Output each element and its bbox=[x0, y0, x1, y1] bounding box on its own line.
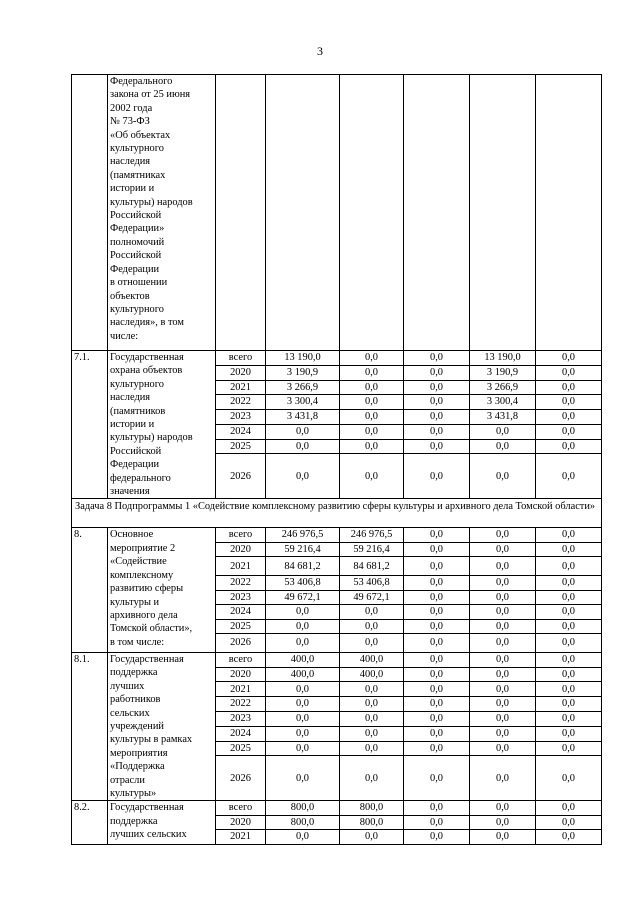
value-cell: 0,0 bbox=[404, 697, 470, 712]
value-cell: 0,0 bbox=[470, 576, 536, 590]
value-cell: 0,0 bbox=[536, 410, 602, 425]
year-cell: 2021 bbox=[216, 380, 266, 395]
value-cell: 0,0 bbox=[470, 667, 536, 682]
value-cell: 0,0 bbox=[470, 726, 536, 741]
value-cell: 0,0 bbox=[470, 424, 536, 439]
empty-cell bbox=[404, 75, 470, 351]
value-cell: 0,0 bbox=[340, 424, 404, 439]
value-cell: 0,0 bbox=[404, 633, 470, 652]
year-cell: 2024 bbox=[216, 605, 266, 619]
value-cell: 53 406,8 bbox=[266, 576, 340, 590]
value-cell: 400,0 bbox=[266, 667, 340, 682]
value-cell: 0,0 bbox=[536, 711, 602, 726]
value-cell: 0,0 bbox=[340, 756, 404, 801]
value-cell: 0,0 bbox=[404, 424, 470, 439]
value-cell: 0,0 bbox=[470, 697, 536, 712]
empty-cell bbox=[216, 75, 266, 351]
value-cell: 0,0 bbox=[404, 619, 470, 633]
value-cell: 0,0 bbox=[404, 576, 470, 590]
value-cell: 0,0 bbox=[404, 410, 470, 425]
value-cell: 0,0 bbox=[404, 741, 470, 756]
year-cell: 2025 bbox=[216, 439, 266, 454]
value-cell: 0,0 bbox=[470, 682, 536, 697]
year-cell: 2021 bbox=[216, 557, 266, 576]
value-cell: 0,0 bbox=[266, 830, 340, 844]
value-cell: 0,0 bbox=[340, 365, 404, 380]
value-cell: 0,0 bbox=[536, 576, 602, 590]
value-cell: 0,0 bbox=[404, 365, 470, 380]
year-cell: 2023 bbox=[216, 711, 266, 726]
value-cell: 0,0 bbox=[340, 633, 404, 652]
value-cell: 3 431,8 bbox=[470, 410, 536, 425]
row-number bbox=[72, 75, 108, 351]
value-cell: 3 190,9 bbox=[470, 365, 536, 380]
value-cell: 0,0 bbox=[470, 652, 536, 667]
value-cell: 0,0 bbox=[470, 711, 536, 726]
value-cell: 53 406,8 bbox=[340, 576, 404, 590]
value-cell: 0,0 bbox=[404, 439, 470, 454]
value-cell: 59 216,4 bbox=[340, 542, 404, 556]
value-cell: 0,0 bbox=[536, 439, 602, 454]
value-cell: 0,0 bbox=[470, 542, 536, 556]
task-title: Задача 8 Подпрограммы 1 «Содействие комплексному развитию сферы культуры и архивного дела Томской области» bbox=[72, 499, 602, 528]
year-cell: 2020 bbox=[216, 667, 266, 682]
value-cell: 3 300,4 bbox=[266, 395, 340, 410]
value-cell: 0,0 bbox=[340, 711, 404, 726]
value-cell: 0,0 bbox=[404, 756, 470, 801]
value-cell: 0,0 bbox=[340, 410, 404, 425]
value-cell: 0,0 bbox=[536, 619, 602, 633]
value-cell: 0,0 bbox=[266, 633, 340, 652]
value-cell: 0,0 bbox=[340, 830, 404, 844]
value-cell: 0,0 bbox=[266, 605, 340, 619]
row-number: 8.2. bbox=[72, 801, 108, 844]
value-cell: 0,0 bbox=[266, 711, 340, 726]
value-cell: 0,0 bbox=[404, 454, 470, 499]
value-cell: 13 190,0 bbox=[470, 351, 536, 366]
table-body bbox=[72, 75, 602, 845]
year-cell: 2020 bbox=[216, 365, 266, 380]
value-cell: 0,0 bbox=[536, 542, 602, 556]
task-row bbox=[72, 499, 602, 528]
value-cell: 0,0 bbox=[266, 726, 340, 741]
value-cell: 3 190,9 bbox=[266, 365, 340, 380]
row-number: 8. bbox=[72, 528, 108, 652]
value-cell: 0,0 bbox=[536, 351, 602, 366]
value-cell: 0,0 bbox=[340, 605, 404, 619]
value-cell: 0,0 bbox=[470, 633, 536, 652]
value-cell: 0,0 bbox=[404, 557, 470, 576]
value-cell: 0,0 bbox=[340, 395, 404, 410]
value-cell: 0,0 bbox=[340, 619, 404, 633]
value-cell: 0,0 bbox=[536, 697, 602, 712]
year-cell: 2020 bbox=[216, 815, 266, 829]
value-cell: 0,0 bbox=[340, 351, 404, 366]
year-cell: всего bbox=[216, 528, 266, 542]
value-cell: 0,0 bbox=[266, 697, 340, 712]
value-cell: 84 681,2 bbox=[340, 557, 404, 576]
value-cell: 0,0 bbox=[536, 380, 602, 395]
year-cell: 2020 bbox=[216, 542, 266, 556]
value-cell: 3 300,4 bbox=[470, 395, 536, 410]
empty-cell bbox=[536, 75, 602, 351]
value-cell: 0,0 bbox=[470, 454, 536, 499]
value-cell: 0,0 bbox=[340, 682, 404, 697]
value-cell: 0,0 bbox=[536, 590, 602, 604]
value-cell: 0,0 bbox=[404, 351, 470, 366]
value-cell: 49 672,1 bbox=[340, 590, 404, 604]
value-cell: 0,0 bbox=[470, 528, 536, 542]
value-cell: 59 216,4 bbox=[266, 542, 340, 556]
year-cell: 2022 bbox=[216, 395, 266, 410]
value-cell: 13 190,0 bbox=[266, 351, 340, 366]
year-cell: 2021 bbox=[216, 830, 266, 844]
value-cell: 0,0 bbox=[404, 726, 470, 741]
value-cell: 400,0 bbox=[340, 652, 404, 667]
empty-cell bbox=[470, 75, 536, 351]
year-cell: 2025 bbox=[216, 619, 266, 633]
value-cell: 0,0 bbox=[404, 815, 470, 829]
value-cell: 0,0 bbox=[536, 528, 602, 542]
table-row bbox=[72, 801, 602, 815]
value-cell: 0,0 bbox=[404, 528, 470, 542]
value-cell: 0,0 bbox=[470, 605, 536, 619]
empty-cell bbox=[340, 75, 404, 351]
year-cell: 2022 bbox=[216, 576, 266, 590]
year-cell: 2026 bbox=[216, 633, 266, 652]
value-cell: 0,0 bbox=[536, 830, 602, 844]
value-cell: 0,0 bbox=[470, 830, 536, 844]
value-cell: 0,0 bbox=[404, 801, 470, 815]
value-cell: 0,0 bbox=[536, 652, 602, 667]
empty-cell bbox=[266, 75, 340, 351]
value-cell: 0,0 bbox=[536, 815, 602, 829]
value-cell: 0,0 bbox=[266, 439, 340, 454]
year-cell: 2026 bbox=[216, 756, 266, 801]
value-cell: 0,0 bbox=[470, 619, 536, 633]
value-cell: 800,0 bbox=[340, 801, 404, 815]
value-cell: 84 681,2 bbox=[266, 557, 340, 576]
value-cell: 0,0 bbox=[536, 365, 602, 380]
value-cell: 0,0 bbox=[404, 395, 470, 410]
value-cell: 0,0 bbox=[470, 439, 536, 454]
value-cell: 800,0 bbox=[266, 801, 340, 815]
year-cell: 2023 bbox=[216, 590, 266, 604]
value-cell: 0,0 bbox=[340, 697, 404, 712]
year-cell: 2021 bbox=[216, 682, 266, 697]
row-name: Государственная охрана объектов культурного наследия (памятников истории и культуры) народов Российской Федерации федерального значения bbox=[108, 351, 216, 499]
value-cell: 0,0 bbox=[404, 590, 470, 604]
row-name: Государственная поддержка лучших сельских bbox=[108, 801, 216, 844]
row-number: 7.1. bbox=[72, 351, 108, 499]
value-cell: 0,0 bbox=[536, 424, 602, 439]
value-cell: 0,0 bbox=[340, 741, 404, 756]
year-cell: 2024 bbox=[216, 726, 266, 741]
value-cell: 400,0 bbox=[340, 667, 404, 682]
value-cell: 400,0 bbox=[266, 652, 340, 667]
value-cell: 0,0 bbox=[470, 756, 536, 801]
table-row bbox=[72, 75, 602, 351]
value-cell: 0,0 bbox=[536, 801, 602, 815]
value-cell: 0,0 bbox=[536, 741, 602, 756]
value-cell: 800,0 bbox=[340, 815, 404, 829]
row-name: Основное мероприятие 2 «Содействие комплексному развитию сферы культуры и архивного дела Томской области», в том числе: bbox=[108, 528, 216, 652]
value-cell: 0,0 bbox=[404, 605, 470, 619]
row-number: 8.1. bbox=[72, 652, 108, 800]
value-cell: 0,0 bbox=[404, 682, 470, 697]
value-cell: 246 976,5 bbox=[340, 528, 404, 542]
table-row bbox=[72, 652, 602, 667]
value-cell: 0,0 bbox=[536, 395, 602, 410]
value-cell: 0,0 bbox=[404, 652, 470, 667]
value-cell: 49 672,1 bbox=[266, 590, 340, 604]
year-cell: 2023 bbox=[216, 410, 266, 425]
value-cell: 0,0 bbox=[340, 439, 404, 454]
row-name: Государственная поддержка лучших работников сельских учреждений культуры в рамках мероприятия «Поддержка отрасли культуры» bbox=[108, 652, 216, 800]
value-cell: 0,0 bbox=[340, 454, 404, 499]
year-cell: 2024 bbox=[216, 424, 266, 439]
value-cell: 0,0 bbox=[536, 557, 602, 576]
value-cell: 0,0 bbox=[470, 741, 536, 756]
table-row bbox=[72, 528, 602, 542]
value-cell: 0,0 bbox=[404, 830, 470, 844]
value-cell: 0,0 bbox=[536, 454, 602, 499]
value-cell: 0,0 bbox=[470, 590, 536, 604]
value-cell: 3 266,9 bbox=[470, 380, 536, 395]
year-cell: 2026 bbox=[216, 454, 266, 499]
year-cell: всего bbox=[216, 801, 266, 815]
value-cell: 0,0 bbox=[404, 667, 470, 682]
value-cell: 0,0 bbox=[266, 424, 340, 439]
value-cell: 800,0 bbox=[266, 815, 340, 829]
value-cell: 0,0 bbox=[340, 726, 404, 741]
value-cell: 0,0 bbox=[536, 605, 602, 619]
value-cell: 0,0 bbox=[266, 619, 340, 633]
value-cell: 0,0 bbox=[536, 726, 602, 741]
table-row bbox=[72, 351, 602, 366]
value-cell: 0,0 bbox=[266, 741, 340, 756]
value-cell: 0,0 bbox=[404, 542, 470, 556]
value-cell: 3 266,9 bbox=[266, 380, 340, 395]
value-cell: 0,0 bbox=[266, 682, 340, 697]
year-cell: всего bbox=[216, 351, 266, 366]
value-cell: 0,0 bbox=[470, 557, 536, 576]
value-cell: 0,0 bbox=[536, 667, 602, 682]
value-cell: 0,0 bbox=[404, 380, 470, 395]
page-number: 3 bbox=[317, 44, 323, 58]
value-cell: 0,0 bbox=[266, 454, 340, 499]
year-cell: 2022 bbox=[216, 697, 266, 712]
row-name: Федерального закона от 25 июня 2002 года № 73-ФЗ «Об объектах культурного наследия (памятниках истории и культуры) народов Российской Федерации» полномочий Российской Федерации в отношении объектов культурного наследия», в том числе: bbox=[108, 75, 216, 351]
value-cell: 0,0 bbox=[470, 801, 536, 815]
value-cell: 3 431,8 bbox=[266, 410, 340, 425]
year-cell: всего bbox=[216, 652, 266, 667]
year-cell: 2025 bbox=[216, 741, 266, 756]
value-cell: 246 976,5 bbox=[266, 528, 340, 542]
value-cell: 0,0 bbox=[340, 380, 404, 395]
value-cell: 0,0 bbox=[536, 756, 602, 801]
budget-table bbox=[71, 74, 602, 845]
value-cell: 0,0 bbox=[266, 756, 340, 801]
value-cell: 0,0 bbox=[536, 633, 602, 652]
value-cell: 0,0 bbox=[536, 682, 602, 697]
value-cell: 0,0 bbox=[404, 711, 470, 726]
value-cell: 0,0 bbox=[470, 815, 536, 829]
